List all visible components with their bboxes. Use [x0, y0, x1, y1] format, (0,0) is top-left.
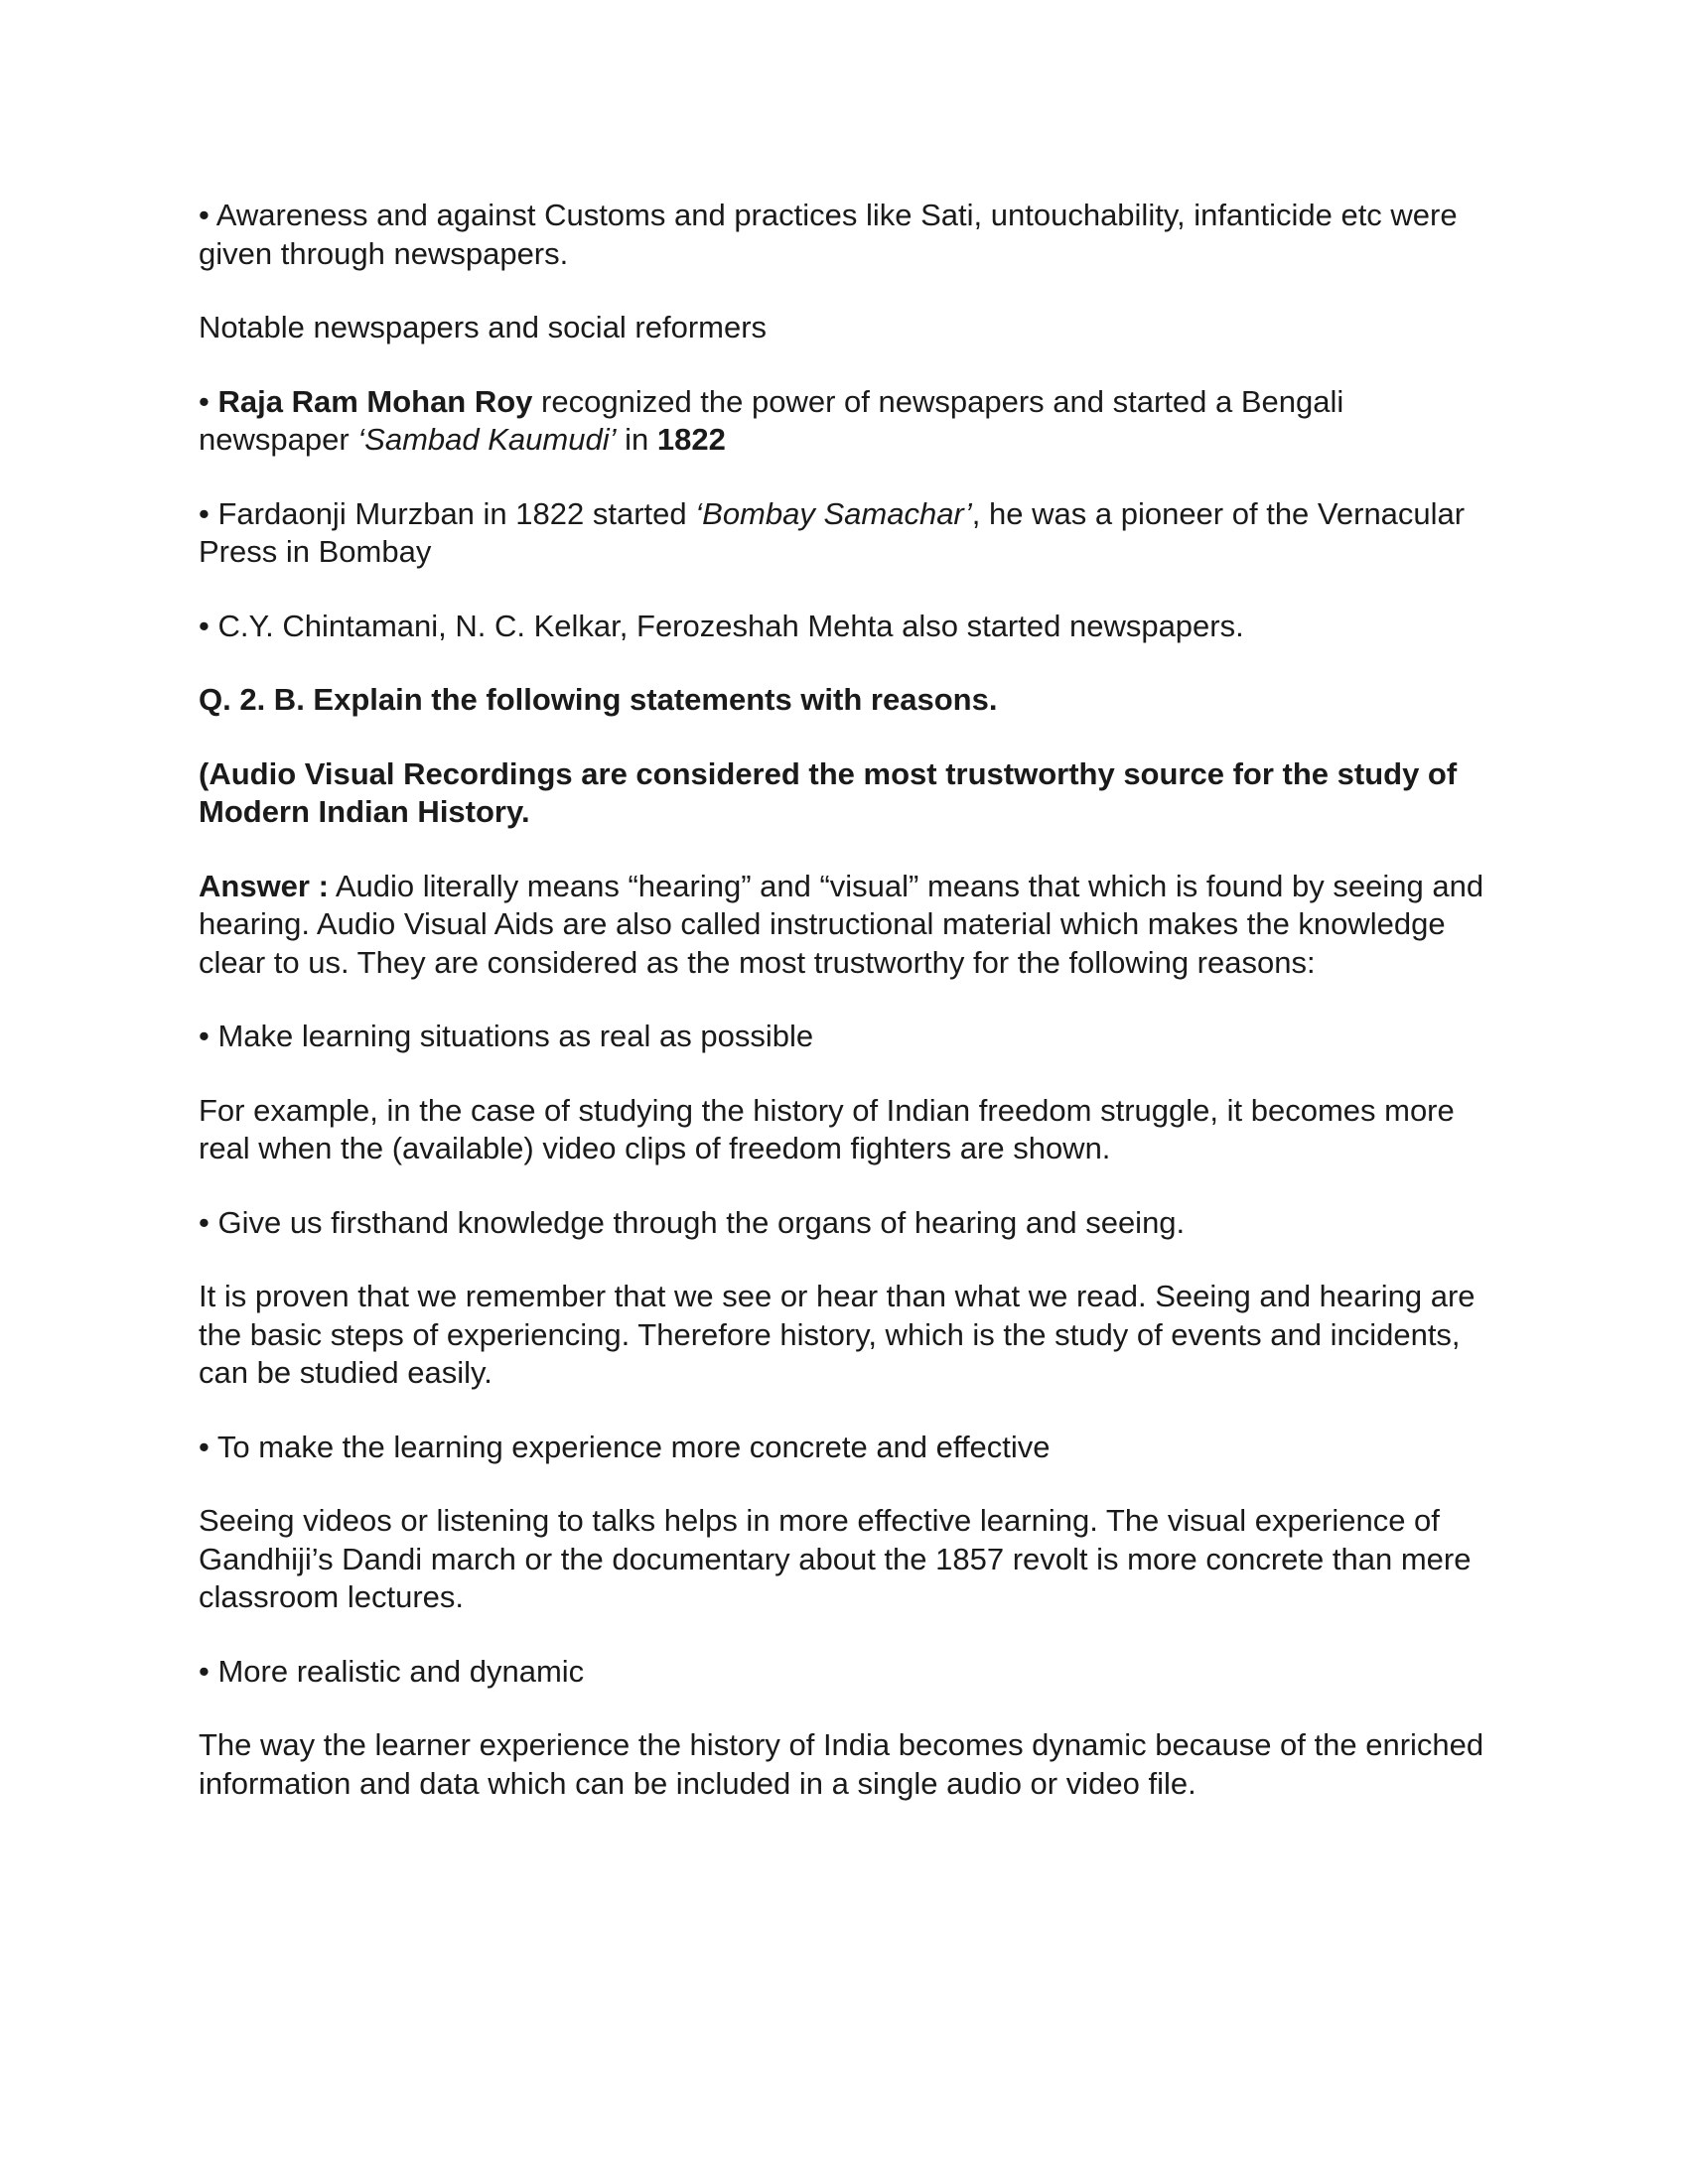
point-text-2: It is proven that we remember that we see or hear than what we read. Seeing and hearing are the basic steps of experiencing. Therefore history, which is the study of events and incidents, can be studied easily.	[199, 1279, 1476, 1390]
question-statement: (Audio Visual Recordings are considered the most trustworthy source for the study of Modern Indian History.	[199, 755, 1458, 829]
paragraph-text: , he was a pioneer of the Vernacular Press in Bombay	[199, 495, 1466, 569]
answer-text: Audio literally means “hearing” and “visual” means that which is found by seeing and hearing. Audio Visual Aids are also called instructional material which makes the knowledge clear to us. They are considered as the most trustworthy for the following reasons:	[199, 868, 1484, 980]
point-heading-3: • To make the learning experience more concrete and effective	[199, 1429, 1051, 1464]
answer-paragraph	[199, 868, 1489, 983]
paragraph-text: recognized the power of newspapers and started a Bengali newspaper	[199, 383, 1344, 457]
paragraph-text: • Fardaonji Murzban in 1822 started	[199, 495, 696, 531]
bullet: •	[199, 383, 218, 419]
answer-label: Answer :	[199, 868, 329, 903]
paragraph-customs-awareness: • Awareness and against Customs and practices like Sati, untouchability, infanticide etc were given through newspapers.	[199, 198, 1458, 271]
paragraph-notable-newspapers: Notable newspapers and social reformers	[199, 310, 768, 344]
paragraph-fardaonji-murzban	[199, 495, 1489, 572]
paragraph-text: in	[616, 422, 657, 457]
paragraph-raja-ram-mohan-roy	[199, 383, 1489, 460]
question-heading: Q. 2. B. Explain the following statements with reasons.	[199, 682, 998, 717]
point-text-1: For example, in the case of studying the history of Indian freedom struggle, it becomes more real when the (available) video clips of freedom fighters are shown.	[199, 1092, 1455, 1165]
year: 1822	[656, 422, 726, 457]
point-heading-1: • Make learning situations as real as possible	[199, 1019, 814, 1053]
point-text-4: The way the learner experience the history of India becomes dynamic because of the enriched information and data which can be included in a single audio or video file.	[199, 1727, 1484, 1801]
paragraph-other-founders: • C.Y. Chintamani, N. C. Kelkar, Ferozeshah Mehta also started newspapers.	[199, 608, 1244, 643]
point-text-3: Seeing videos or listening to talks helps in more effective learning. The visual experience of Gandhiji’s Dandi march or the documentary about the 1857 revolt is more concrete than mere classroom lectures.	[199, 1503, 1472, 1614]
newspaper-name: ‘Sambad Kaumudi’	[357, 422, 617, 457]
point-heading-4: • More realistic and dynamic	[199, 1653, 585, 1689]
point-heading-2: • Give us firsthand knowledge through the organs of hearing and seeing.	[199, 1204, 1186, 1240]
document-page	[199, 197, 1489, 1839]
reformer-name: Raja Ram Mohan Roy	[217, 383, 533, 419]
newspaper-name: ‘Bombay Samachar’	[695, 495, 972, 531]
